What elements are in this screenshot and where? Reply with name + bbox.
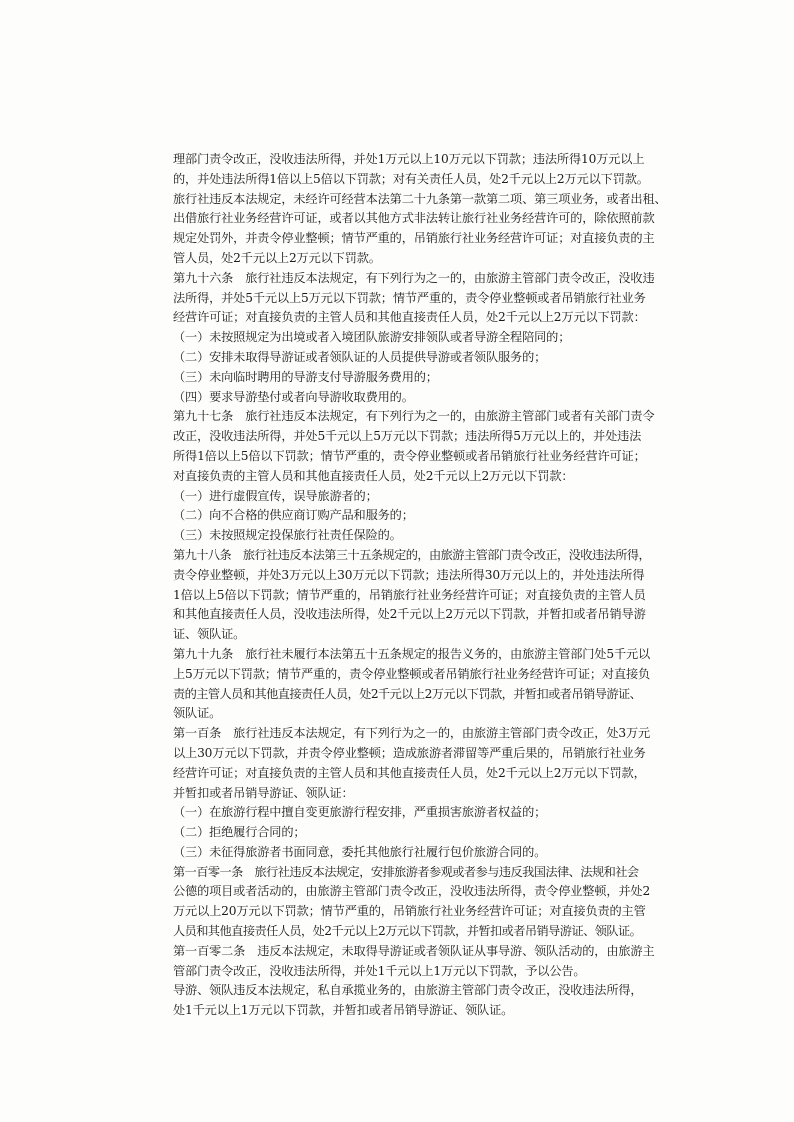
- text-line: 1倍以上5倍以下罚款；情节严重的，吊销旅行社业务经营许可证；对直接负责的主管人员: [173, 587, 646, 602]
- article-100-heading-line: 第一百条 旅行社违反本法规定，有下列行为之一的，由旅游主管部门责令改正，处3万元: [173, 726, 651, 741]
- list-item: （三）未向临时聘用的导游支付导游服务费用的；: [173, 369, 438, 384]
- text-line: 导游、领队违反本法规定，私自承揽业务的，由旅游主管部门责令改正，没收违法所得，: [173, 983, 643, 998]
- text-line: 出借旅行社业务经营许可证，或者以其他方式非法转让旅行社业务经营许可的，除依照前款: [173, 211, 655, 226]
- text-line: 并暂扣或者吊销导游证、领队证：: [173, 785, 354, 800]
- text-line: 证、领队证。: [173, 627, 246, 642]
- text-line: 以上30万元以下罚款，并责令停业整顿；造成旅游者滞留等严重后果的，吊销旅行社业务: [173, 745, 646, 760]
- text-line: 的，并处违法所得1倍以上5倍以下罚款；对有关责任人员，处2千元以上2万元以下罚款。: [173, 171, 649, 186]
- text-line: 责令停业整顿，并处3万元以上30万元以下罚款；违法所得30万元以上的，并处违法所得: [173, 567, 645, 582]
- list-item: （一）在旅游行程中擅自变更旅游行程安排，严重损害旅游者权益的；: [173, 805, 547, 820]
- article-101-heading-line: 第一百零一条 旅行社违反本法规定，安排旅游者参观或者参与违反我国法律、法规和社会: [173, 864, 639, 879]
- list-item: （一）进行虚假宣传，误导旅游者的；: [173, 488, 378, 503]
- text-line: 领队证。: [173, 706, 222, 721]
- text-line: 经营许可证；对直接负责的主管人员和其他直接责任人员，处2千元以上2万元以下罚款，: [173, 765, 646, 780]
- article-96-heading-line: 第九十六条 旅行社违反本法规定，有下列行为之一的，由旅游主管部门责令改正，没收违: [173, 270, 655, 285]
- text-line: 旅行社违反本法规定，未经许可经营本法第二十九条第一款第二项、第三项业务，或者出租、: [173, 191, 667, 206]
- document-body: [173, 150, 667, 1021]
- article-97-heading-line: 第九十七条 旅行社违反本法规定，有下列行为之一的，由旅游主管部门或者有关部门责令: [173, 409, 655, 424]
- article-99-heading-line: 第九十九条 旅行社未履行本法第五十五条规定的报告义务的，由旅游主管部门处5千元以: [173, 646, 651, 661]
- text-line: 改正，没收违法所得，并处5千元以上5万元以下罚款；违法所得5万元以上的，并处违法: [173, 429, 642, 444]
- list-item: （四）要求导游垫付或者向导游收取费用的。: [173, 389, 414, 404]
- text-line: 处1千元以上1万元以下罚款，并暂扣或者吊销导游证、领队证。: [173, 1003, 514, 1018]
- text-line: 经营许可证；对直接负责的主管人员和其他直接责任人员，处2千元以上2万元以下罚款：: [173, 310, 646, 325]
- list-item: （二）安排未取得导游证或者领队证的人员提供导游或者领队服务的；: [173, 349, 547, 364]
- text-line: 万元以上20万元以下罚款；情节严重的，吊销旅行社业务经营许可证；对直接负责的主管: [173, 904, 646, 919]
- text-line: 所得1倍以上5倍以下罚款；情节严重的，责令停业整顿或者吊销旅行社业务经营许可证；: [173, 448, 646, 463]
- text-line: 公德的项目或者活动的，由旅游主管部门责令改正，没收违法所得，责令停业整顿，并处2: [173, 884, 651, 899]
- text-line: 人员和其他直接责任人员，处2千元以上2万元以下罚款，并暂扣或者吊销导游证、领队证。: [173, 924, 642, 939]
- article-98-heading-line: 第九十八条 旅行社违反本法第三十五条规定的，由旅游主管部门责令改正，没收违法所得，: [173, 547, 651, 562]
- article-102-heading-line: 第一百零二条 违反本法规定，未取得导游证或者领队证从事导游、领队活动的，由旅游主: [173, 943, 655, 958]
- text-line: 和其他直接责任人员，没收违法所得，处2千元以上2万元以下罚款，并暂扣或者吊销导游: [173, 607, 646, 622]
- text-line: 管人员，处2千元以上2万元以下罚款。: [173, 250, 381, 265]
- text-line: 规定处罚外，并责令停业整顿；情节严重的，吊销旅行社业务经营许可证；对直接负责的主: [173, 231, 655, 246]
- list-item: （三）未征得旅游者书面同意，委托其他旅行社履行包价旅游合同的。: [173, 844, 547, 859]
- text-line: 责的主管人员和其他直接责任人员，处2千元以上2万元以下罚款，并暂扣或者吊销导游证、: [173, 686, 642, 701]
- text-line: 对直接负责的主管人员和其他直接责任人员，处2千元以上2万元以下罚款：: [173, 468, 574, 483]
- list-item: （二）拒绝履行合同的；: [173, 825, 306, 840]
- text-line: 管部门责令改正，没收违法所得，并处1千元以上1万元以下罚款，予以公告。: [173, 963, 586, 978]
- list-item: （一）未按照规定为出境或者入境团队旅游安排领队或者导游全程陪同的；: [173, 330, 571, 345]
- text-line: 上5万元以下罚款；情节严重的，责令停业整顿或者吊销旅行社业务经营许可证；对直接负: [173, 666, 651, 681]
- list-item: （三）未按照规定投保旅行社责任保险的。: [173, 528, 402, 543]
- list-item: （二）向不合格的供应商订购产品和服务的；: [173, 508, 414, 523]
- text-line: 理部门责令改正，没收违法所得，并处1万元以上10万元以下罚款；违法所得10万元以上: [173, 152, 645, 166]
- text-line: 法所得，并处5千元以上5万元以下罚款；情节严重的，责令停业整顿或者吊销旅行社业务: [173, 290, 646, 305]
